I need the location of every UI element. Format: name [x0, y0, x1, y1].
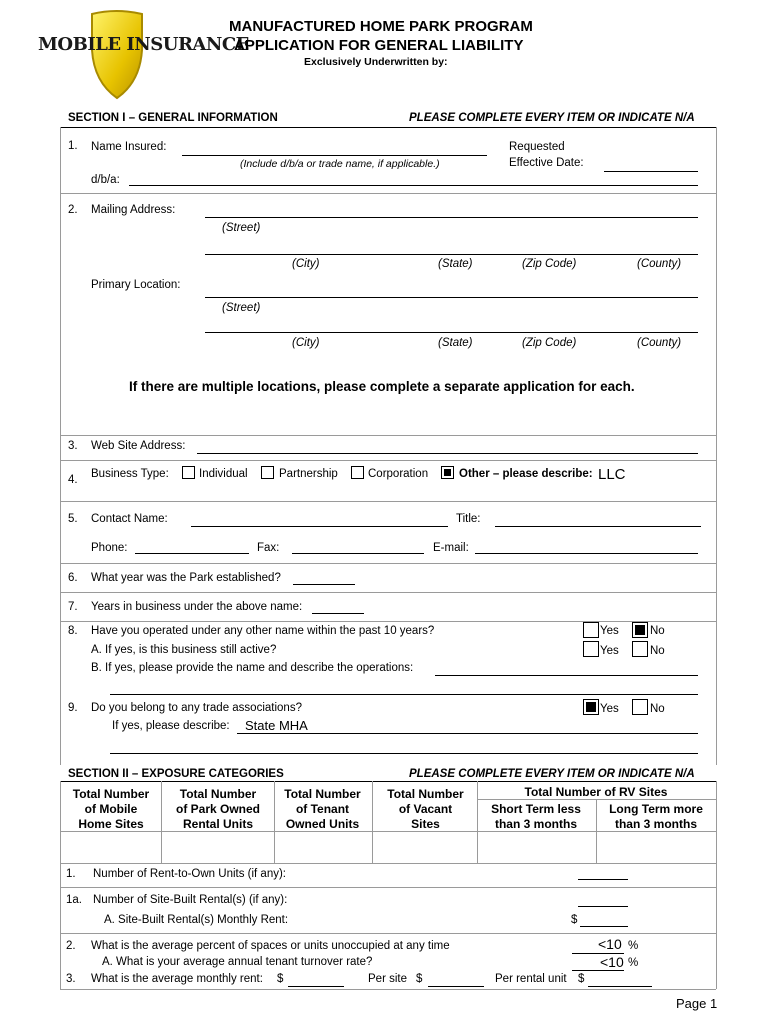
primary-street-field[interactable] [205, 297, 698, 298]
mailing-city-field[interactable] [205, 254, 698, 255]
partnership-checkbox[interactable] [261, 466, 274, 479]
col-rv-long-term: Long Term more than 3 months [609, 802, 703, 831]
q8-no-checkbox[interactable] [632, 622, 648, 638]
col-rv-short-term: Short Term less than 3 months [491, 802, 581, 831]
section2-note: PLEASE COMPLETE EVERY ITEM OR INDICATE N/A [409, 768, 695, 780]
individual-checkbox[interactable] [182, 466, 195, 479]
col-tenant-owned-units: Total Number of Tenant Owned Units [284, 787, 361, 831]
subtitle: Exclusively Underwritten by: [304, 56, 448, 68]
primary-city-field[interactable] [205, 332, 698, 333]
trade-association-field-1[interactable] [237, 733, 698, 734]
section1-note: PLEASE COMPLETE EVERY ITEM OR INDICATE N/A [409, 112, 695, 124]
years-in-business-field[interactable] [312, 613, 364, 614]
section2-title: SECTION II – EXPOSURE CATEGORIES [68, 768, 284, 780]
q8-yes-checkbox[interactable] [583, 622, 599, 638]
avg-rent-field[interactable] [288, 986, 344, 987]
section1-title: SECTION I – GENERAL INFORMATION [68, 112, 278, 124]
title-line-2: APPLICATION FOR GENERAL LIABILITY [234, 37, 524, 54]
effective-date-field[interactable] [604, 171, 698, 172]
rent-to-own-field[interactable] [578, 879, 628, 880]
multiple-locations-note: If there are multiple locations, please complete a separate application for each. [129, 379, 635, 394]
col-mobile-home-sites: Total Number of Mobile Home Sites [72, 787, 150, 831]
q8b-field-1[interactable] [435, 675, 698, 676]
site-built-rent-field[interactable] [580, 926, 628, 927]
name-insured-label: Name Insured: [91, 141, 167, 153]
q8a-no-checkbox[interactable] [632, 641, 648, 657]
q8b-field-2[interactable] [110, 694, 698, 695]
logo [30, 6, 249, 102]
q9-yes-checkbox[interactable] [583, 699, 599, 715]
other-describe-value[interactable]: LLC [598, 466, 626, 483]
year-established-field[interactable] [293, 584, 355, 585]
trade-association-value[interactable]: State MHA [245, 718, 308, 733]
website-field[interactable] [197, 453, 698, 454]
other-checkbox[interactable] [441, 466, 454, 479]
phone-field[interactable] [135, 553, 249, 554]
contact-name-field[interactable] [191, 526, 448, 527]
email-field[interactable] [475, 553, 698, 554]
col-rv-sites-title: Total Number of RV Sites [524, 785, 668, 799]
col-park-owned-units: Total Number of Park Owned Rental Units [175, 787, 261, 831]
q8a-yes-checkbox[interactable] [583, 641, 599, 657]
title-line-1: MANUFACTURED HOME PARK PROGRAM [229, 18, 533, 35]
turnover-rate-value[interactable]: <10 [600, 954, 624, 970]
logo-text: MOBILE INSURANCE [38, 34, 249, 55]
unoccupied-percent-value[interactable]: <10 [598, 936, 622, 952]
corporation-checkbox[interactable] [351, 466, 364, 479]
trade-association-field-2[interactable] [110, 753, 698, 754]
page-number: Page 1 [676, 996, 718, 1011]
site-built-rentals-field[interactable] [578, 906, 628, 907]
per-unit-rent-field[interactable] [588, 986, 652, 987]
per-site-rent-field[interactable] [428, 986, 484, 987]
fax-field[interactable] [292, 553, 424, 554]
col-vacant-sites: Total Number of Vacant Sites [387, 787, 464, 831]
name-insured-field[interactable] [182, 155, 487, 156]
dba-field[interactable] [129, 185, 698, 186]
title-field[interactable] [495, 526, 701, 527]
q9-no-checkbox[interactable] [632, 699, 648, 715]
mailing-street-field[interactable] [205, 217, 698, 218]
